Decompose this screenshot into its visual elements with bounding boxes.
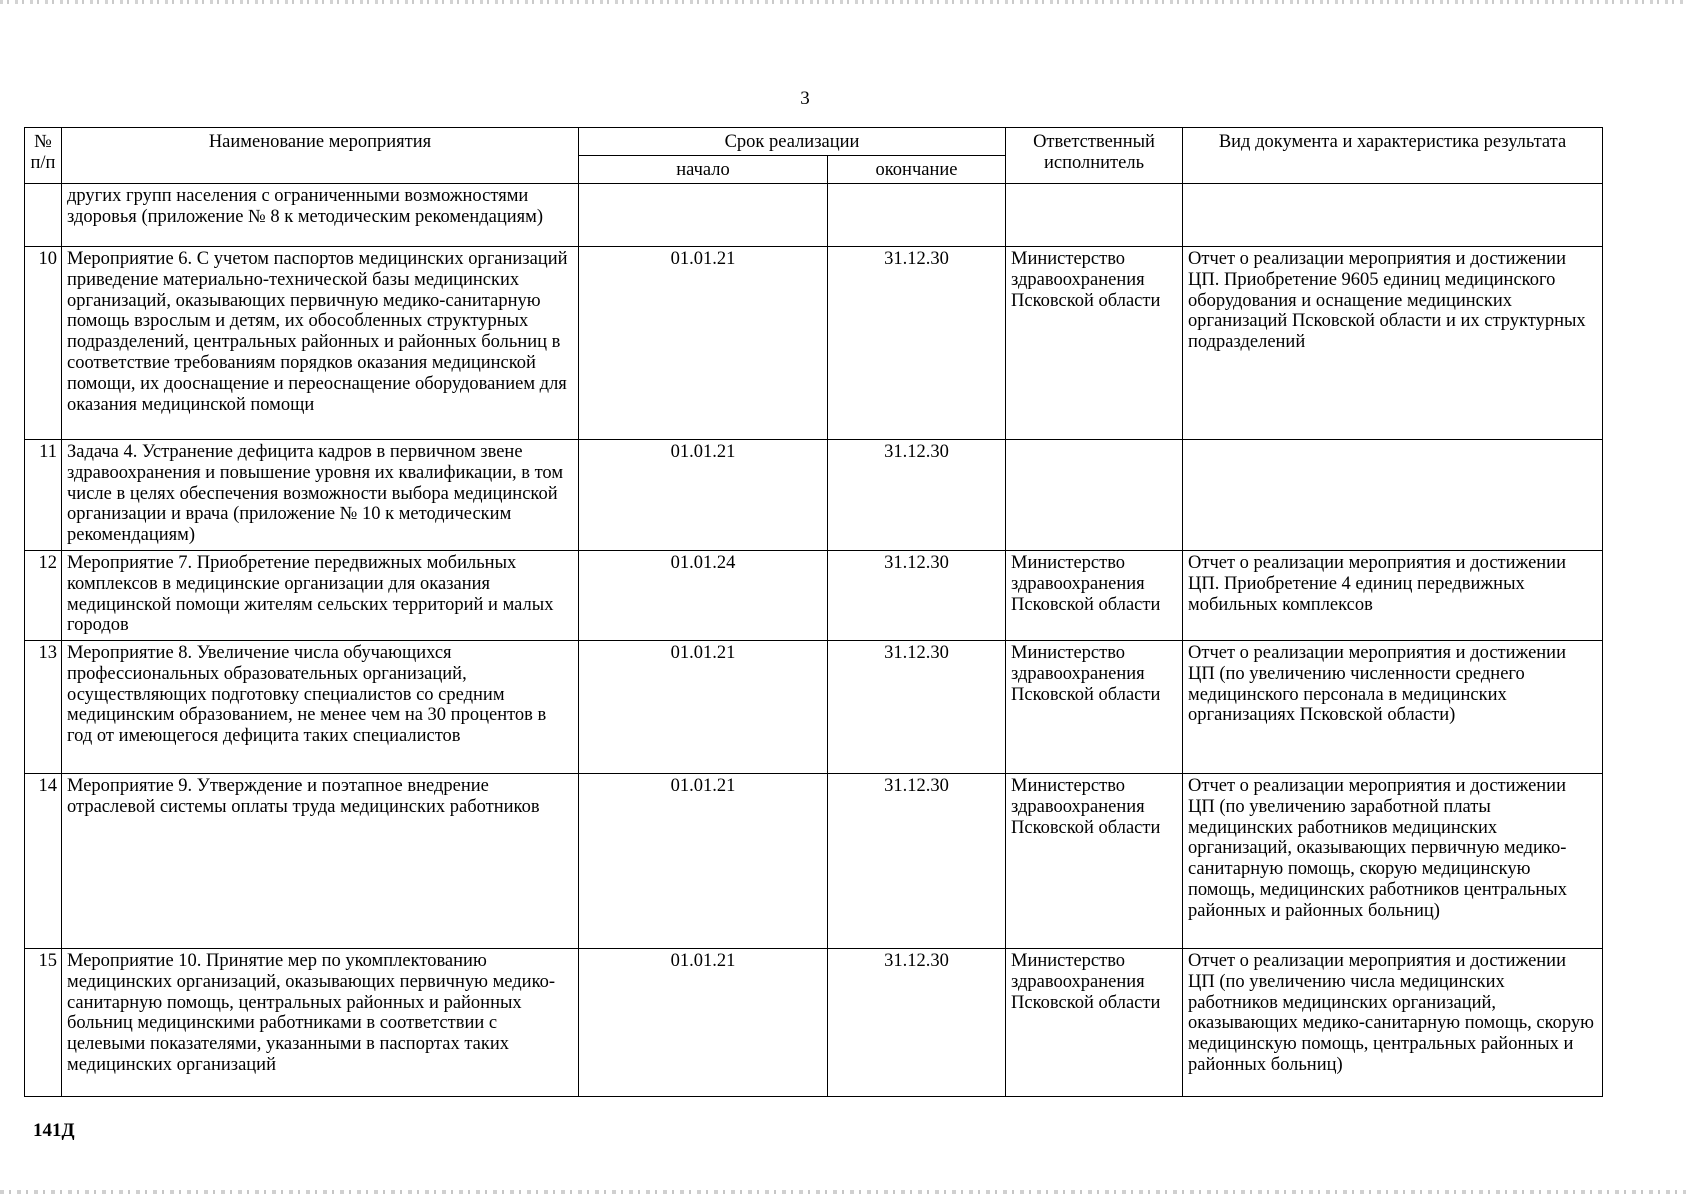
row-start: 01.01.21 [579,774,828,949]
table-header [25,128,1603,184]
row-start: 01.01.21 [579,949,828,1097]
table-row [25,949,1603,1097]
header-num: № п/п [25,128,62,184]
row-name: Задача 4. Устранение дефицита кадров в первичном звене здравоохранения и повышение уровня их квалификации, в том числе в целях обеспечения возможности выбора медицинской организации и врача (приложение № 10 к методическим рекомендациям) [62,440,579,551]
row-executor: Министерство здравоохранения Псковской области [1006,247,1183,440]
row-end: 31.12.30 [828,641,1006,774]
row-result: Отчет о реализации мероприятия и достижении ЦП (по увеличению заработной платы медицинских работников медицинских организаций, оказывающих первичную медико-санитарную помощь, скорую медицинскую помощь, медицинских работников центральных районных и районных больниц) [1183,774,1603,949]
row-name: Мероприятие 7. Приобретение передвижных мобильных комплексов в медицинские организации для оказания медицинской помощи жителям сельских территорий и малых городов [62,551,579,641]
row-end: 31.12.30 [828,774,1006,949]
document-code: 141Д [33,1120,75,1141]
row-start: 01.01.24 [579,551,828,641]
row-num: 10 [25,247,62,440]
row-name: Мероприятие 8. Увеличение числа обучающихся профессиональных образовательных организаций, осуществляющих подготовку специалистов со средним медицинским образованием, не менее чем на 30 процентов в год от имеющегося дефицита таких специалистов [62,641,579,774]
row-executor [1006,440,1183,551]
row-executor: Министерство здравоохранения Псковской области [1006,949,1183,1097]
row-num: 15 [25,949,62,1097]
events-table [24,127,1603,1097]
row-start [579,184,828,247]
header-start: начало [579,156,828,184]
scan-edge-bottom [0,1190,1686,1194]
table-row [25,247,1603,440]
row-result: Отчет о реализации мероприятия и достижении ЦП (по увеличению численности среднего медицинского персонала в медицинских организациях Псковской области) [1183,641,1603,774]
table-row [25,440,1603,551]
row-num: 11 [25,440,62,551]
table-row [25,774,1603,949]
page-number: 3 [800,88,810,109]
row-num: 14 [25,774,62,949]
row-result [1183,184,1603,247]
row-end: 31.12.30 [828,949,1006,1097]
row-executor: Министерство здравоохранения Псковской области [1006,774,1183,949]
header-period: Срок реализации [579,128,1006,156]
row-end: 31.12.30 [828,440,1006,551]
row-num: 12 [25,551,62,641]
row-start: 01.01.21 [579,247,828,440]
row-end [828,184,1006,247]
row-result: Отчет о реализации мероприятия и достижении ЦП (по увеличению числа медицинских работников медицинских организаций, оказывающих медико-санитарную помощь, скорую медицинскую помощь, центральных районных и районных больниц) [1183,949,1603,1097]
header-end: окончание [828,156,1006,184]
row-name: Мероприятие 9. Утверждение и поэтапное внедрение отраслевой системы оплаты труда медицинских работников [62,774,579,949]
scan-edge-top [0,0,1686,4]
row-executor: Министерство здравоохранения Псковской области [1006,551,1183,641]
header-result: Вид документа и характеристика результата [1183,128,1603,184]
row-result [1183,440,1603,551]
row-num: 13 [25,641,62,774]
table-row [25,184,1603,247]
table-row [25,641,1603,774]
row-executor [1006,184,1183,247]
row-start: 01.01.21 [579,440,828,551]
row-result: Отчет о реализации мероприятия и достижении ЦП. Приобретение 9605 единиц медицинского оборудования и оснащение медицинских организаций Псковской области и их структурных подразделений [1183,247,1603,440]
header-name: Наименование мероприятия [62,128,579,184]
row-end: 31.12.30 [828,247,1006,440]
row-name: Мероприятие 10. Принятие мер по укомплектованию медицинских организаций, оказывающих первичную медико-санитарную помощь, центральных районных и районных больниц медицинскими работниками в соответствии с целевыми показателями, указанными в паспортах таких медицинских организаций [62,949,579,1097]
row-start: 01.01.21 [579,641,828,774]
row-name: других групп населения с ограниченными возможностями здоровья (приложение № 8 к методическим рекомендациям) [62,184,579,247]
row-end: 31.12.30 [828,551,1006,641]
header-executor: Ответственный исполнитель [1006,128,1183,184]
table-row [25,551,1603,641]
row-executor: Министерство здравоохранения Псковской области [1006,641,1183,774]
row-name: Мероприятие 6. С учетом паспортов медицинских организаций приведение материально-технической базы медицинских организаций, оказывающих первичную медико-санитарную помощь взрослым и детям, их обособленных структурных подразделений, центральных районных и районных больниц в соответствие требованиям порядков оказания медицинской помощи, их дооснащение и переоснащение оборудованием для оказания медицинской помощи [62,247,579,440]
row-result: Отчет о реализации мероприятия и достижении ЦП. Приобретение 4 единиц передвижных мобильных комплексов [1183,551,1603,641]
row-num [25,184,62,247]
